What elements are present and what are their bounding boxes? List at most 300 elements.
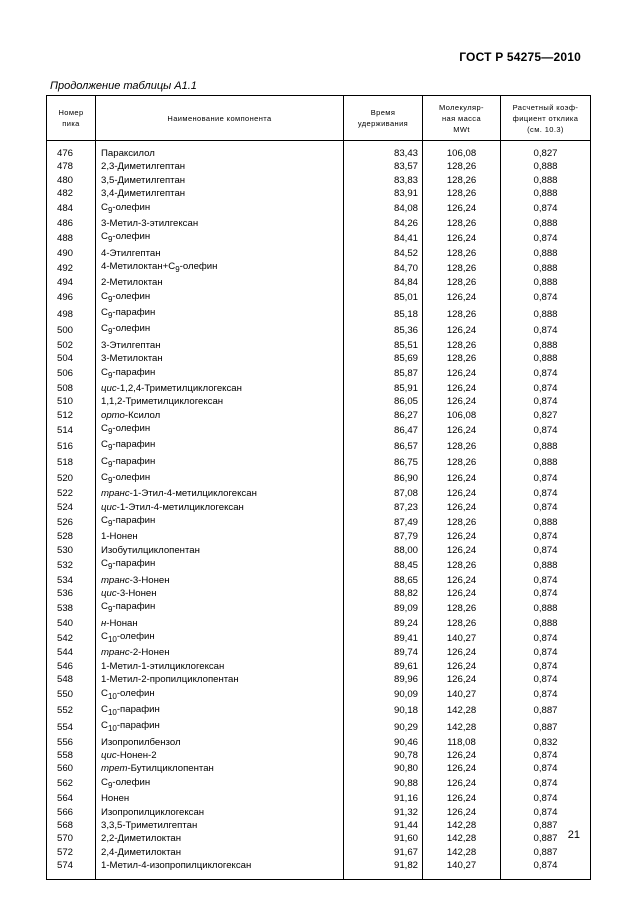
cell-component-name: $C_{10}$-олефин <box>96 630 344 646</box>
table-row <box>47 247 591 260</box>
table-row <box>47 306 591 322</box>
cell-molecular-mass: 126,24 <box>423 501 501 514</box>
cell-peak-number: 534 <box>47 574 96 587</box>
cell-component-name: 1,1,2-Триметилциклогексан <box>96 395 344 408</box>
cell-molecular-mass: 126,24 <box>423 749 501 762</box>
cell-peak-number: 486 <box>47 217 96 230</box>
cell-component-name: 2,4-Диметилоктан <box>96 846 344 859</box>
cell-retention-time: 84,84 <box>344 276 423 289</box>
cell-component-name: Изопропилциклогексан <box>96 806 344 819</box>
cell-retention-time: 87,79 <box>344 530 423 543</box>
col-header-response-factor-label: Расчетный коэф- фициент отклика (см. 10.3) <box>512 102 579 134</box>
cell-peak-number: 532 <box>47 557 96 573</box>
cell-response-factor: 0,888 <box>501 306 591 322</box>
table-row <box>47 160 591 173</box>
cell-molecular-mass: 128,26 <box>423 600 501 616</box>
table-row <box>47 217 591 230</box>
table-row <box>47 276 591 289</box>
cell-component-name: транс-1-Этил-4-метилциклогексан <box>96 487 344 500</box>
cell-molecular-mass: 128,26 <box>423 174 501 187</box>
cell-response-factor: 0,874 <box>501 792 591 805</box>
cell-peak-number: 554 <box>47 719 96 735</box>
cell-peak-number: 540 <box>47 617 96 630</box>
cell-peak-number: 566 <box>47 806 96 819</box>
cell-retention-time: 87,49 <box>344 514 423 530</box>
cell-molecular-mass: 128,26 <box>423 160 501 173</box>
cell-retention-time: 89,96 <box>344 673 423 686</box>
cell-retention-time: 89,09 <box>344 600 423 616</box>
cell-component-name: $C_9$-парафин <box>96 455 344 471</box>
table-row <box>47 544 591 557</box>
cell-retention-time: 84,52 <box>344 247 423 260</box>
cell-component-name: 2,3-Диметилгептан <box>96 160 344 173</box>
cell-peak-number: 510 <box>47 395 96 408</box>
cell-molecular-mass: 106,08 <box>423 409 501 422</box>
cell-retention-time: 85,69 <box>344 352 423 365</box>
cell-peak-number: 568 <box>47 819 96 832</box>
cell-response-factor: 0,827 <box>501 409 591 422</box>
cell-molecular-mass: 142,28 <box>423 719 501 735</box>
cell-molecular-mass: 142,28 <box>423 846 501 859</box>
cell-peak-number: 496 <box>47 290 96 306</box>
cell-retention-time: 89,24 <box>344 617 423 630</box>
cell-molecular-mass: 142,28 <box>423 819 501 832</box>
cell-peak-number: 484 <box>47 201 96 217</box>
cell-response-factor: 0,827 <box>501 141 591 161</box>
table-row <box>47 366 591 382</box>
cell-response-factor: 0,874 <box>501 201 591 217</box>
cell-peak-number: 480 <box>47 174 96 187</box>
cell-peak-number: 482 <box>47 187 96 200</box>
cell-peak-number: 476 <box>47 141 96 161</box>
cell-component-name: $C_9$-парафин <box>96 514 344 530</box>
cell-peak-number: 518 <box>47 455 96 471</box>
cell-retention-time: 84,70 <box>344 260 423 276</box>
cell-peak-number: 504 <box>47 352 96 365</box>
cell-response-factor: 0,888 <box>501 438 591 454</box>
table-row <box>47 574 591 587</box>
cell-component-name: 3,3,5-Триметилгептан <box>96 819 344 832</box>
table-row <box>47 776 591 792</box>
cell-component-name: цис-1,2,4-Триметилциклогексан <box>96 382 344 395</box>
cell-peak-number: 528 <box>47 530 96 543</box>
cell-component-name: 2-Метилоктан <box>96 276 344 289</box>
cell-response-factor: 0,888 <box>501 600 591 616</box>
cell-peak-number: 560 <box>47 762 96 775</box>
document-standard-header: ГОСТ Р 54275—2010 <box>459 50 581 64</box>
table-row <box>47 859 591 879</box>
cell-molecular-mass: 106,08 <box>423 141 501 161</box>
cell-peak-number: 488 <box>47 230 96 246</box>
cell-component-name: 1-Нонен <box>96 530 344 543</box>
cell-component-name: н-Нонан <box>96 617 344 630</box>
cell-component-name: $C_{10}$-парафин <box>96 703 344 719</box>
table-row <box>47 141 591 161</box>
table-row <box>47 832 591 845</box>
col-header-peak-number-label: Номер пика <box>58 108 84 128</box>
cell-response-factor: 0,874 <box>501 382 591 395</box>
cell-response-factor: 0,888 <box>501 339 591 352</box>
table-row <box>47 819 591 832</box>
cell-response-factor: 0,887 <box>501 832 591 845</box>
cell-molecular-mass: 126,24 <box>423 776 501 792</box>
cell-molecular-mass: 128,26 <box>423 187 501 200</box>
cell-response-factor: 0,887 <box>501 819 591 832</box>
cell-molecular-mass: 126,24 <box>423 792 501 805</box>
cell-response-factor: 0,888 <box>501 617 591 630</box>
cell-molecular-mass: 128,26 <box>423 617 501 630</box>
table-row <box>47 646 591 659</box>
cell-peak-number: 544 <box>47 646 96 659</box>
table-row <box>47 422 591 438</box>
cell-peak-number: 492 <box>47 260 96 276</box>
cell-component-name: $C_9$-парафин <box>96 557 344 573</box>
table-row <box>47 230 591 246</box>
cell-component-name: 1-Метил-4-изопропилциклогексан <box>96 859 344 879</box>
cell-retention-time: 85,87 <box>344 366 423 382</box>
cell-component-name: 4-Этилгептан <box>96 247 344 260</box>
cell-component-name: $C_9$-парафин <box>96 438 344 454</box>
page-number: 21 <box>567 829 580 841</box>
cell-component-name: $C_9$-парафин <box>96 366 344 382</box>
cell-retention-time: 90,46 <box>344 736 423 749</box>
table-row <box>47 174 591 187</box>
table-body <box>47 141 591 880</box>
cell-retention-time: 88,00 <box>344 544 423 557</box>
cell-peak-number: 508 <box>47 382 96 395</box>
table-row <box>47 395 591 408</box>
table-row <box>47 719 591 735</box>
cell-component-name: $C_9$-олефин <box>96 422 344 438</box>
table-header <box>47 96 591 141</box>
cell-retention-time: 86,90 <box>344 471 423 487</box>
cell-retention-time: 91,44 <box>344 819 423 832</box>
cell-response-factor: 0,874 <box>501 290 591 306</box>
cell-molecular-mass: 128,26 <box>423 438 501 454</box>
cell-peak-number: 564 <box>47 792 96 805</box>
cell-component-name: цис-Нонен-2 <box>96 749 344 762</box>
cell-retention-time: 91,16 <box>344 792 423 805</box>
cell-molecular-mass: 128,26 <box>423 247 501 260</box>
cell-peak-number: 498 <box>47 306 96 322</box>
cell-retention-time: 90,88 <box>344 776 423 792</box>
cell-response-factor: 0,874 <box>501 530 591 543</box>
cell-component-name: Изобутилциклопентан <box>96 544 344 557</box>
cell-response-factor: 0,888 <box>501 455 591 471</box>
cell-response-factor: 0,874 <box>501 230 591 246</box>
cell-peak-number: 490 <box>47 247 96 260</box>
cell-retention-time: 91,82 <box>344 859 423 879</box>
table-row <box>47 749 591 762</box>
cell-peak-number: 520 <box>47 471 96 487</box>
cell-retention-time: 87,23 <box>344 501 423 514</box>
cell-peak-number: 548 <box>47 673 96 686</box>
cell-retention-time: 86,75 <box>344 455 423 471</box>
cell-component-name: 1-Метил-1-этилциклогексан <box>96 660 344 673</box>
cell-molecular-mass: 126,24 <box>423 230 501 246</box>
cell-molecular-mass: 126,24 <box>423 322 501 338</box>
cell-response-factor: 0,874 <box>501 322 591 338</box>
cell-peak-number: 506 <box>47 366 96 382</box>
cell-response-factor: 0,888 <box>501 217 591 230</box>
cell-component-name: цис-1-Этил-4-метилциклогексан <box>96 501 344 514</box>
cell-peak-number: 536 <box>47 587 96 600</box>
cell-peak-number: 562 <box>47 776 96 792</box>
table-row <box>47 290 591 306</box>
cell-response-factor: 0,874 <box>501 574 591 587</box>
cell-retention-time: 91,67 <box>344 846 423 859</box>
cell-response-factor: 0,874 <box>501 806 591 819</box>
cell-molecular-mass: 128,26 <box>423 306 501 322</box>
table-row <box>47 846 591 859</box>
cell-component-name: трет-Бутилциклопентан <box>96 762 344 775</box>
cell-retention-time: 83,43 <box>344 141 423 161</box>
cell-retention-time: 86,05 <box>344 395 423 408</box>
cell-peak-number: 522 <box>47 487 96 500</box>
cell-peak-number: 558 <box>47 749 96 762</box>
cell-component-name: $C_{10}$-олефин <box>96 687 344 703</box>
cell-retention-time: 91,32 <box>344 806 423 819</box>
cell-component-name: $C_9$-олефин <box>96 290 344 306</box>
cell-molecular-mass: 128,26 <box>423 339 501 352</box>
cell-molecular-mass: 126,24 <box>423 762 501 775</box>
cell-retention-time: 86,57 <box>344 438 423 454</box>
cell-component-name: $4-Метилоктан+C_9$-олефин <box>96 260 344 276</box>
table-row <box>47 487 591 500</box>
cell-peak-number: 478 <box>47 160 96 173</box>
cell-component-name: $C_9$-парафин <box>96 306 344 322</box>
cell-molecular-mass: 126,24 <box>423 544 501 557</box>
cell-retention-time: 88,45 <box>344 557 423 573</box>
cell-response-factor: 0,888 <box>501 352 591 365</box>
cell-molecular-mass: 126,24 <box>423 646 501 659</box>
cell-response-factor: 0,874 <box>501 859 591 879</box>
cell-component-name: орто-Ксилол <box>96 409 344 422</box>
table-row <box>47 187 591 200</box>
table-row <box>47 673 591 686</box>
cell-molecular-mass: 118,08 <box>423 736 501 749</box>
cell-retention-time: 85,91 <box>344 382 423 395</box>
col-header-response-factor <box>501 96 591 141</box>
cell-response-factor: 0,887 <box>501 703 591 719</box>
cell-molecular-mass: 126,24 <box>423 290 501 306</box>
cell-component-name: 3,4-Диметилгептан <box>96 187 344 200</box>
cell-component-name: $C_9$-олефин <box>96 230 344 246</box>
cell-retention-time: 85,18 <box>344 306 423 322</box>
cell-retention-time: 91,60 <box>344 832 423 845</box>
table-row <box>47 514 591 530</box>
cell-retention-time: 84,26 <box>344 217 423 230</box>
table-row <box>47 201 591 217</box>
cell-molecular-mass: 126,24 <box>423 673 501 686</box>
cell-response-factor: 0,874 <box>501 687 591 703</box>
col-header-component-name-label: Наименование компонента <box>167 113 272 123</box>
table-continuation-caption: Продолжение таблицы А1.1 <box>50 80 197 92</box>
cell-retention-time: 89,41 <box>344 630 423 646</box>
cell-peak-number: 524 <box>47 501 96 514</box>
cell-retention-time: 90,78 <box>344 749 423 762</box>
cell-response-factor: 0,888 <box>501 260 591 276</box>
cell-response-factor: 0,832 <box>501 736 591 749</box>
cell-peak-number: 552 <box>47 703 96 719</box>
cell-retention-time: 83,91 <box>344 187 423 200</box>
cell-response-factor: 0,874 <box>501 501 591 514</box>
cell-component-name: $C_9$-олефин <box>96 322 344 338</box>
cell-molecular-mass: 128,26 <box>423 514 501 530</box>
cell-component-name: 3-Этилгептан <box>96 339 344 352</box>
table-row <box>47 617 591 630</box>
cell-retention-time: 88,65 <box>344 574 423 587</box>
cell-response-factor: 0,874 <box>501 673 591 686</box>
cell-peak-number: 494 <box>47 276 96 289</box>
cell-response-factor: 0,874 <box>501 762 591 775</box>
cell-molecular-mass: 128,26 <box>423 260 501 276</box>
cell-retention-time: 89,61 <box>344 660 423 673</box>
cell-response-factor: 0,874 <box>501 646 591 659</box>
cell-response-factor: 0,874 <box>501 487 591 500</box>
cell-peak-number: 500 <box>47 322 96 338</box>
cell-component-name: 3-Метил-3-этилгексан <box>96 217 344 230</box>
cell-component-name: 3-Метилоктан <box>96 352 344 365</box>
cell-retention-time: 84,41 <box>344 230 423 246</box>
cell-molecular-mass: 126,24 <box>423 471 501 487</box>
cell-molecular-mass: 140,27 <box>423 687 501 703</box>
cell-component-name: цис-3-Нонен <box>96 587 344 600</box>
cell-response-factor: 0,874 <box>501 395 591 408</box>
cell-component-name: $C_9$-олефин <box>96 776 344 792</box>
cell-molecular-mass: 126,24 <box>423 587 501 600</box>
cell-response-factor: 0,874 <box>501 544 591 557</box>
cell-molecular-mass: 126,24 <box>423 201 501 217</box>
cell-molecular-mass: 126,24 <box>423 395 501 408</box>
cell-retention-time: 90,80 <box>344 762 423 775</box>
col-header-component-name <box>96 96 344 141</box>
cell-component-name: транс-2-Нонен <box>96 646 344 659</box>
cell-response-factor: 0,887 <box>501 719 591 735</box>
cell-retention-time: 90,29 <box>344 719 423 735</box>
cell-molecular-mass: 128,26 <box>423 217 501 230</box>
cell-component-name: $C_9$-олефин <box>96 201 344 217</box>
cell-retention-time: 87,08 <box>344 487 423 500</box>
cell-peak-number: 542 <box>47 630 96 646</box>
cell-molecular-mass: 128,26 <box>423 557 501 573</box>
cell-component-name: 1-Метил-2-пропилциклопентан <box>96 673 344 686</box>
col-header-retention-time-label: Время удерживания <box>357 108 409 128</box>
cell-component-name: 3,5-Диметилгептан <box>96 174 344 187</box>
cell-response-factor: 0,874 <box>501 776 591 792</box>
table-row <box>47 806 591 819</box>
col-header-peak-number <box>47 96 96 141</box>
cell-response-factor: 0,874 <box>501 471 591 487</box>
table-row <box>47 260 591 276</box>
cell-molecular-mass: 126,24 <box>423 382 501 395</box>
cell-molecular-mass: 126,24 <box>423 574 501 587</box>
table-row <box>47 438 591 454</box>
cell-retention-time: 85,36 <box>344 322 423 338</box>
cell-response-factor: 0,888 <box>501 514 591 530</box>
cell-peak-number: 516 <box>47 438 96 454</box>
table-row <box>47 736 591 749</box>
cell-component-name: $C_9$-парафин <box>96 600 344 616</box>
col-header-molecular-mass-label: Молекуляр- ная масса MWt <box>439 102 484 134</box>
table-row <box>47 455 591 471</box>
table-row <box>47 530 591 543</box>
table-row <box>47 687 591 703</box>
cell-component-name: 2,2-Диметилоктан <box>96 832 344 845</box>
cell-response-factor: 0,874 <box>501 630 591 646</box>
table-row <box>47 762 591 775</box>
cell-response-factor: 0,874 <box>501 749 591 762</box>
cell-response-factor: 0,888 <box>501 276 591 289</box>
cell-component-name: $C_9$-олефин <box>96 471 344 487</box>
col-header-molecular-mass <box>423 96 501 141</box>
table-row <box>47 352 591 365</box>
table-row <box>47 600 591 616</box>
cell-component-name: $C_{10}$-парафин <box>96 719 344 735</box>
table-row <box>47 471 591 487</box>
cell-peak-number: 546 <box>47 660 96 673</box>
table-row <box>47 660 591 673</box>
cell-response-factor: 0,888 <box>501 160 591 173</box>
cell-molecular-mass: 126,24 <box>423 366 501 382</box>
cell-retention-time: 89,74 <box>344 646 423 659</box>
cell-molecular-mass: 126,24 <box>423 487 501 500</box>
cell-molecular-mass: 128,26 <box>423 276 501 289</box>
cell-response-factor: 0,874 <box>501 422 591 438</box>
cell-component-name: транс-3-Нонен <box>96 574 344 587</box>
cell-peak-number: 514 <box>47 422 96 438</box>
cell-molecular-mass: 142,28 <box>423 832 501 845</box>
cell-response-factor: 0,888 <box>501 557 591 573</box>
cell-retention-time: 86,27 <box>344 409 423 422</box>
cell-peak-number: 502 <box>47 339 96 352</box>
cell-peak-number: 570 <box>47 832 96 845</box>
cell-peak-number: 526 <box>47 514 96 530</box>
component-response-table <box>46 95 591 880</box>
table-row <box>47 587 591 600</box>
cell-response-factor: 0,874 <box>501 660 591 673</box>
table-row <box>47 322 591 338</box>
cell-molecular-mass: 128,26 <box>423 455 501 471</box>
cell-response-factor: 0,887 <box>501 846 591 859</box>
cell-retention-time: 86,47 <box>344 422 423 438</box>
table-row <box>47 557 591 573</box>
cell-molecular-mass: 126,24 <box>423 530 501 543</box>
cell-molecular-mass: 140,27 <box>423 630 501 646</box>
cell-response-factor: 0,874 <box>501 366 591 382</box>
cell-response-factor: 0,874 <box>501 587 591 600</box>
table-row <box>47 339 591 352</box>
cell-retention-time: 90,09 <box>344 687 423 703</box>
cell-response-factor: 0,888 <box>501 174 591 187</box>
cell-response-factor: 0,888 <box>501 247 591 260</box>
cell-retention-time: 84,08 <box>344 201 423 217</box>
table-row <box>47 630 591 646</box>
cell-peak-number: 512 <box>47 409 96 422</box>
table-row <box>47 409 591 422</box>
cell-molecular-mass: 126,24 <box>423 660 501 673</box>
cell-peak-number: 574 <box>47 859 96 879</box>
col-header-retention-time <box>344 96 423 141</box>
cell-component-name: Параксилол <box>96 141 344 161</box>
cell-peak-number: 556 <box>47 736 96 749</box>
table-row <box>47 501 591 514</box>
cell-component-name: Изопропилбензол <box>96 736 344 749</box>
cell-retention-time: 85,51 <box>344 339 423 352</box>
table-row <box>47 382 591 395</box>
table-row <box>47 792 591 805</box>
cell-retention-time: 85,01 <box>344 290 423 306</box>
